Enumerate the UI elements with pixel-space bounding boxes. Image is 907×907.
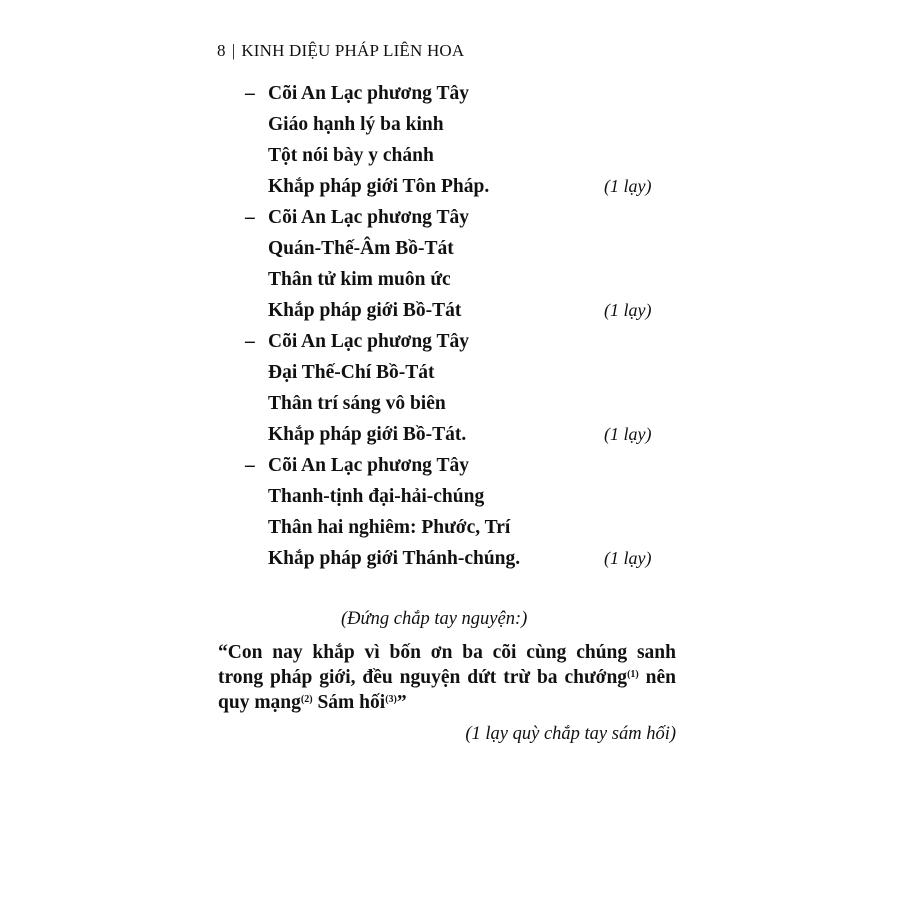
page-number: 8	[217, 41, 226, 60]
verse-text: Thanh-tịnh đại-hải-chúng	[268, 486, 485, 507]
verse-text: Cõi An Lạc phương Tây	[268, 455, 469, 476]
verse-line	[0, 424, 907, 455]
footnote-ref-2: (2)	[300, 694, 313, 705]
verse-line	[0, 517, 907, 548]
verse-text: Khắp pháp giới Tôn Pháp.	[268, 176, 490, 197]
verse-dash: –	[245, 455, 255, 476]
vow-text-part-2: nên quy mạng	[218, 667, 676, 713]
closing-instruction: (1 lạy quỳ chắp tay sám hối)	[465, 724, 676, 744]
verse-line	[0, 486, 907, 517]
prostration-note: (1 lạy)	[604, 300, 652, 320]
verse-text: Khắp pháp giới Thánh-chúng.	[268, 548, 521, 569]
verse-text: Quán-Thế-Âm Bồ-Tát	[268, 238, 454, 259]
header-separator: |	[231, 41, 236, 60]
verse-line	[0, 83, 907, 114]
verse-text: Khắp pháp giới Bồ-Tát	[268, 300, 462, 321]
verse-line	[0, 269, 907, 300]
prostration-note: (1 lạy)	[604, 548, 652, 568]
verse-line	[0, 114, 907, 145]
verse-line	[0, 300, 907, 331]
verse-line	[0, 393, 907, 424]
verse-line	[0, 548, 907, 579]
verse-dash: –	[245, 331, 255, 352]
verse-line	[0, 176, 907, 207]
verse-line	[0, 331, 907, 362]
verse-text: Thân tử kim muôn ức	[268, 269, 451, 290]
verse-dash: –	[245, 83, 255, 104]
verse-line	[0, 207, 907, 238]
verse-text: Cõi An Lạc phương Tây	[268, 83, 469, 104]
book-title: KINH DIỆU PHÁP LIÊN HOA	[241, 41, 465, 60]
vow-close-quote: ”	[396, 692, 407, 713]
vow-paragraph	[218, 640, 676, 715]
verse-line	[0, 238, 907, 269]
prostration-note: (1 lạy)	[604, 424, 652, 444]
verse-text: Tột nói bày y chánh	[268, 145, 434, 166]
verse-dash: –	[245, 207, 255, 228]
verse-line	[0, 145, 907, 176]
verse-text: Cõi An Lạc phương Tây	[268, 331, 469, 352]
footnote-ref-1: (1)	[627, 669, 639, 680]
verse-text: Đại Thế-Chí Bồ-Tát	[268, 362, 435, 383]
verse-text: Cõi An Lạc phương Tây	[268, 207, 469, 228]
footnote-ref-3: (3)	[385, 694, 397, 705]
verse-text: Khắp pháp giới Bồ-Tát.	[268, 424, 467, 445]
instruction-text: (Đứng chắp tay nguyện:)	[341, 609, 528, 629]
page-header	[217, 41, 464, 61]
verse-text: Thân hai nghiêm: Phước, Trí	[268, 517, 511, 538]
verse-line	[0, 455, 907, 486]
verse-line	[0, 362, 907, 393]
verse-text: Thân trí sáng vô biên	[268, 393, 446, 414]
verse-text: Giáo hạnh lý ba kinh	[268, 114, 444, 135]
vow-text-part-3: Sám hối	[312, 692, 386, 713]
vow-text-part-1: “Con nay khắp vì bốn ơn ba cõi cùng chúng sanh trong pháp giới, đều nguyện dứt trừ ba chướng	[218, 642, 676, 688]
prostration-note: (1 lạy)	[604, 176, 652, 196]
